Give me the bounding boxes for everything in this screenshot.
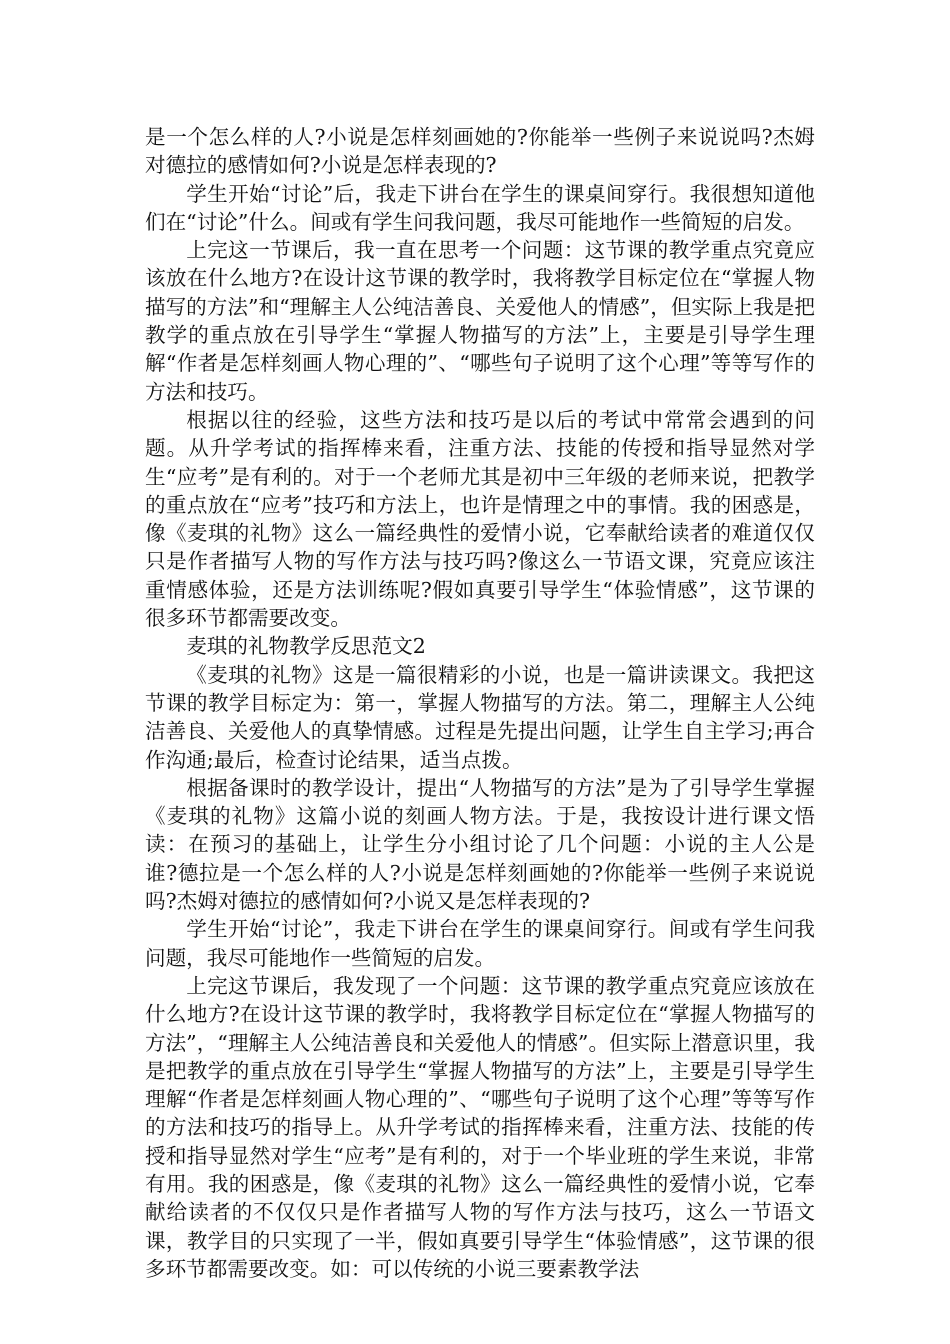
paragraph-8: 上完这节课后，我发现了一个问题：这节课的教学重点究竟应该放在什么地方?在设计这节课的教学时，我将教学目标定位在“掌握人物描写的方法”，“理解主人公纯洁善良和关爱他人的情感”。但实际上潜意识里，我是把教学的重点放在引导学生“掌握人物描写的方法”上，主要是引导学生理解“作者是怎样刻画人物心理的”、“哪些句子说明了这个心理”等等写作的方法和技巧的指导上。从升学考试的指挥棒来看，注重方法、技能的传授和指导显然对学生“应考”是有利的，对于一个毕业班的学生来说，非常有用。我的困惑是，像《麦琪的礼物》这么一篇经典性的爱情小说，它奉献给读者的不仅仅只是作者描写人物的写作方法与技巧，这么一节语文课，教学目的只实现了一半，假如真要引导学生“体验情感”，这节课的很多环节都需要改变。如：可以传统的小说三要素教学法: [145, 973, 815, 1281]
document-body: [145, 123, 815, 1283]
paragraph-6: 根据备课时的教学设计，提出“人物描写的方法”是为了引导学生掌握《麦琪的礼物》这篇小说的刻画人物方法。于是，我按设计进行课文悟读：在预习的基础上，让学生分小组讨论了几个问题：小说的主人公是谁?德拉是一个怎么样的人?小说是怎样刻画她的?你能举一些例子来说说吗?杰姆对德拉的感情如何?小说又是怎样表现的?: [145, 775, 815, 914]
paragraph-5: 《麦琪的礼物》这是一篇很精彩的小说，也是一篇讲读课文。我把这节课的教学目标定为：第一，掌握人物描写的方法。第二，理解主人公纯洁善良、关爱他人的真挚情感。过程是先提出问题，让学生自主学习;再合作沟通;最后，检查讨论结果，适当点拨。: [145, 662, 815, 772]
paragraph-4: 根据以往的经验，这些方法和技巧是以后的考试中常常会遇到的问题。从升学考试的指挥棒来看，注重方法、技能的传授和指导显然对学生“应考”是有利的。对于一个老师尤其是初中三年级的老师来说，把教学的重点放在“应考”技巧和方法上，也许是情理之中的事情。我的困惑是，像《麦琪的礼物》这么一篇经典性的爱情小说，它奉献给读者的难道仅仅只是作者描写人物的写作方法与技巧吗?像这么一节语文课，究竟应该注重情感体验，还是方法训练呢?假如真要引导学生“体验情感”，这节课的很多环节都需要改变。: [145, 407, 815, 631]
paragraph-1: 是一个怎么样的人?小说是怎样刻画她的?你能举一些例子来说说吗?杰姆对德拉的感情如何?小说是怎样表现的?: [145, 125, 815, 178]
paragraph-7: 学生开始“讨论”，我走下讲台在学生的课桌间穿行。间或有学生问我问题，我尽可能地作一些简短的启发。: [145, 917, 815, 970]
section-heading: 麦琪的礼物教学反思范文2: [186, 634, 426, 659]
paragraph-3: 上完这一节课后，我一直在思考一个问题：这节课的教学重点究竟应该放在什么地方?在设计这节课的教学时，我将教学目标定位在“掌握人物描写的方法”和“理解主人公纯洁善良、关爱他人的情感”，但实际上我是把教学的重点放在引导学生“掌握人物描写的方法”上，主要是引导学生理解“作者是怎样刻画人物心理的”、“哪些句子说明了这个心理”等等写作的方法和技巧。: [145, 238, 815, 404]
paragraph-2: 学生开始“讨论”后，我走下讲台在学生的课桌间穿行。我很想知道他们在“讨论”什么。间或有学生问我问题，我尽可能地作一些简短的启发。: [145, 181, 815, 234]
